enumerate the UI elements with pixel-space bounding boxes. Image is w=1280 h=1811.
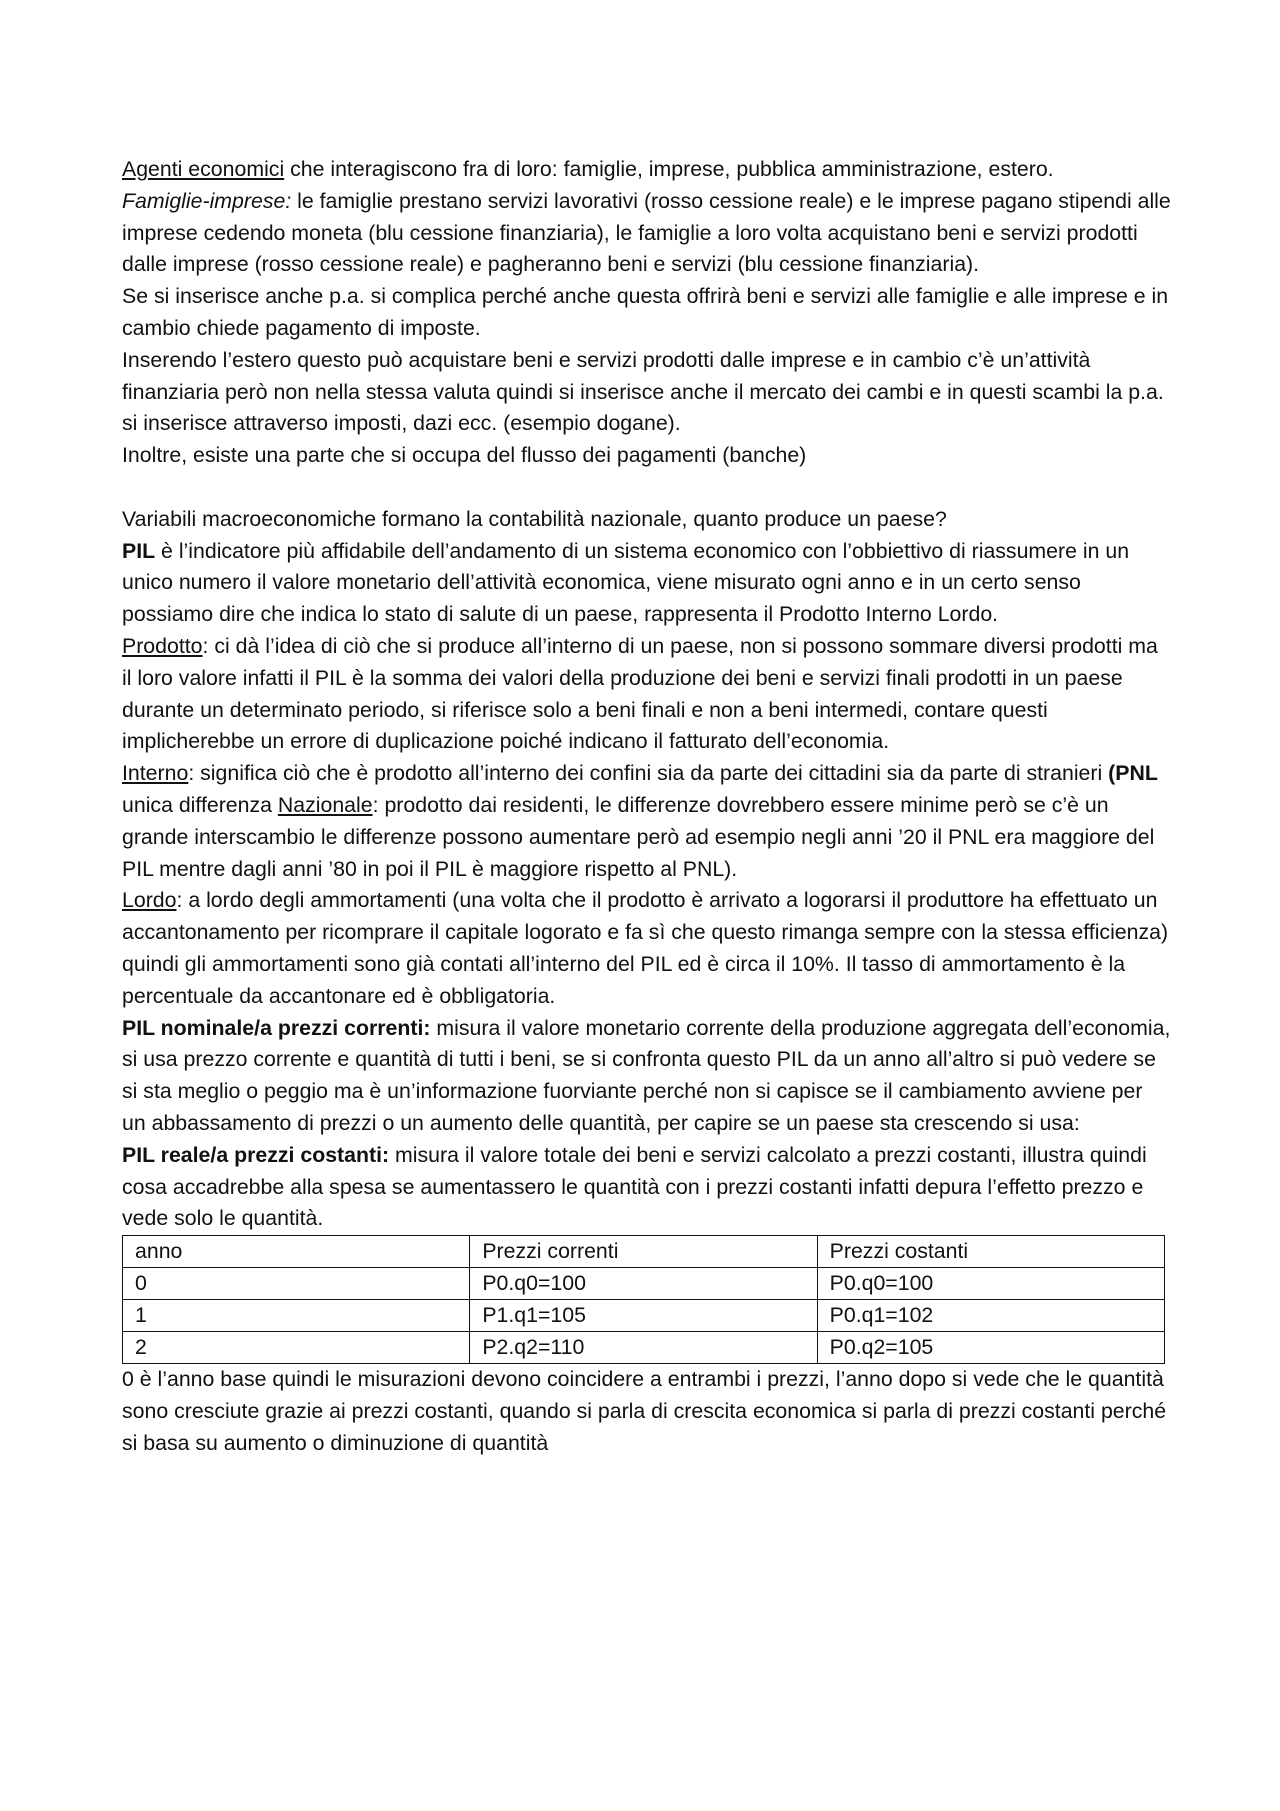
table-cell: P1.q1=105	[470, 1300, 817, 1332]
paragraph-text: : ci dà l’idea di ciò che si produce all’interno di un paese, non si possono sommare diversi prodotti ma il loro valore infatti il PIL è la somma dei valori della produzione dei beni e servizi finali prodotti in un paese durante un determinato periodo, si riferisce solo a beni finali e non a beni intermedi, contare questi implicherebbe un errore di duplicazione poiché indicano il fatturato dell’economia.	[122, 633, 1158, 754]
table-cell: 1	[123, 1300, 470, 1332]
table-row	[123, 1300, 1165, 1332]
table-cell: 2	[123, 1332, 470, 1364]
blank-line	[122, 472, 1172, 504]
table-row	[123, 1332, 1165, 1364]
term-lordo: Lordo	[122, 888, 177, 913]
paragraph-pil	[122, 536, 1172, 631]
term-pnl: (PNL	[1108, 761, 1158, 786]
term-pil-nominale: PIL nominale/a prezzi correnti:	[122, 1015, 431, 1040]
paragraph-text: : prodotto dai residenti, le differenze dovrebbero essere minime però se c’è un grande interscambio le differenze possono aumentare però ad esempio negli anni ’20 il PNL era maggiore del PIL mentre dagli anni ’80 in poi il PIL è maggiore rispetto al PNL).	[122, 792, 1155, 881]
table-cell: P0.q1=102	[817, 1300, 1164, 1332]
term-prodotto: Prodotto	[122, 633, 203, 658]
paragraph-agenti	[122, 154, 1172, 186]
term-interno: Interno	[122, 761, 189, 786]
paragraph-text: : a lordo degli ammortamenti (una volta che il prodotto è arrivato a logorarsi il produttore ha effettuato un accantonamento per ricomprare il capitale logorato e fa sì che questo rimanga sempre con la stessa efficienza) quindi gli ammortamenti sono già contati all’interno del PIL ed è circa il 10%. Il tasso di ammortamento è la percentuale da accantonare ed è obbligatoria.	[122, 888, 1169, 1008]
paragraph-text: le famiglie prestano servizi lavorativi (rosso cessione reale) e le imprese pagano stipendi alle imprese cedendo moneta (blu cessione finanziaria), le famiglie a loro volta acquistano beni e servizi prodotti dalle imprese (rosso cessione reale) e pagheranno beni e servizi (blu cessione finanziaria).	[122, 188, 1171, 277]
table-cell: P0.q0=100	[817, 1268, 1164, 1300]
paragraph-text: misura il valore monetario corrente della produzione aggregata dell’economia, si usa prezzo corrente e quantità di tutti i beni, se si confronta questo PIL da un anno all’altro si può vedere se si sta meglio o peggio ma è un’informazione fuorviante perché non si capisce se il cambiamento avviene per un abbassamento di prezzi o un aumento delle quantità, per capire se un paese sta crescendo si usa:	[122, 1015, 1171, 1135]
paragraph-variabili: Variabili macroeconomiche formano la contabilità nazionale, quanto produce un paese?	[122, 506, 947, 531]
paragraph-pa: Se si inserisce anche p.a. si complica perché anche questa offrirà beni e servizi alle famiglie e alle imprese e in cambio chiede pagamento di imposte.	[122, 284, 1169, 340]
paragraph-pil-nominale	[122, 1013, 1172, 1140]
pil-table	[122, 1235, 1165, 1364]
table-cell: P2.q2=110	[470, 1332, 817, 1364]
term-agenti-economici: Agenti economici	[122, 157, 285, 181]
table-row	[123, 1268, 1165, 1300]
paragraph-text: unica differenza	[122, 792, 278, 817]
table-cell: P0.q2=105	[817, 1332, 1164, 1364]
table-header-cell: Prezzi costanti	[817, 1236, 1164, 1268]
table-header-cell: Prezzi correnti	[470, 1236, 817, 1268]
paragraph-text: che interagiscono fra di loro: famiglie, imprese, pubblica amministrazione, estero.	[284, 157, 1054, 181]
paragraph-text: : significa ciò che è prodotto all’interno dei confini sia da parte dei cittadini sia da parte di stranieri	[188, 761, 1109, 786]
table-header-cell: anno	[123, 1236, 470, 1268]
paragraph-pil-reale	[122, 1140, 1172, 1235]
term-famiglie-imprese: Famiglie-imprese:	[122, 188, 292, 213]
table-cell: P0.q0=100	[470, 1268, 817, 1300]
paragraph-interno	[122, 758, 1172, 885]
paragraph-anno-base: 0 è l’anno base quindi le misurazioni devono coincidere a entrambi i prezzi, l’anno dopo si vede che le quantità sono cresciute grazie ai prezzi costanti, quando si parla di crescita economica si parla di prezzi costanti perché si basa su aumento o diminuzione di quantità	[122, 1367, 1167, 1455]
paragraph-prodotto	[122, 631, 1172, 758]
document-page	[122, 154, 1172, 1459]
paragraph-text: misura il valore totale dei beni e servizi calcolato a prezzi costanti, illustra quindi cosa accadrebbe alla spesa se aumentassero le quantità con i prezzi costanti infatti depura l’effetto prezzo e vede solo le quantità.	[122, 1142, 1147, 1231]
table-header-row	[123, 1236, 1165, 1268]
term-pil-reale: PIL reale/a prezzi costanti:	[122, 1142, 390, 1167]
paragraph-text: è l’indicatore più affidabile dell’andamento di un sistema economico con l’obbiettivo di riassumere in un unico numero il valore monetario dell’attività economica, viene misurato ogni anno e in un certo senso possiamo dire che indica lo stato di salute di un paese, rappresenta il Prodotto Interno Lordo.	[122, 538, 1130, 627]
paragraph-famiglie-imprese	[122, 186, 1172, 281]
paragraph-banche: Inoltre, esiste una parte che si occupa del flusso dei pagamenti (banche)	[122, 443, 807, 468]
term-nazionale: Nazionale	[277, 792, 373, 817]
paragraph-lordo	[122, 885, 1172, 1012]
term-pil: PIL	[122, 538, 156, 563]
paragraph-estero: Inserendo l’estero questo può acquistare beni e servizi prodotti dalle imprese e in cambio c’è un’attività finanziaria però non nella stessa valuta quindi si inserisce anche il mercato dei cambi e in questi scambi la p.a. si inserisce attraverso imposti, dazi ecc. (esempio dogane).	[122, 347, 1164, 436]
table-cell: 0	[123, 1268, 470, 1300]
